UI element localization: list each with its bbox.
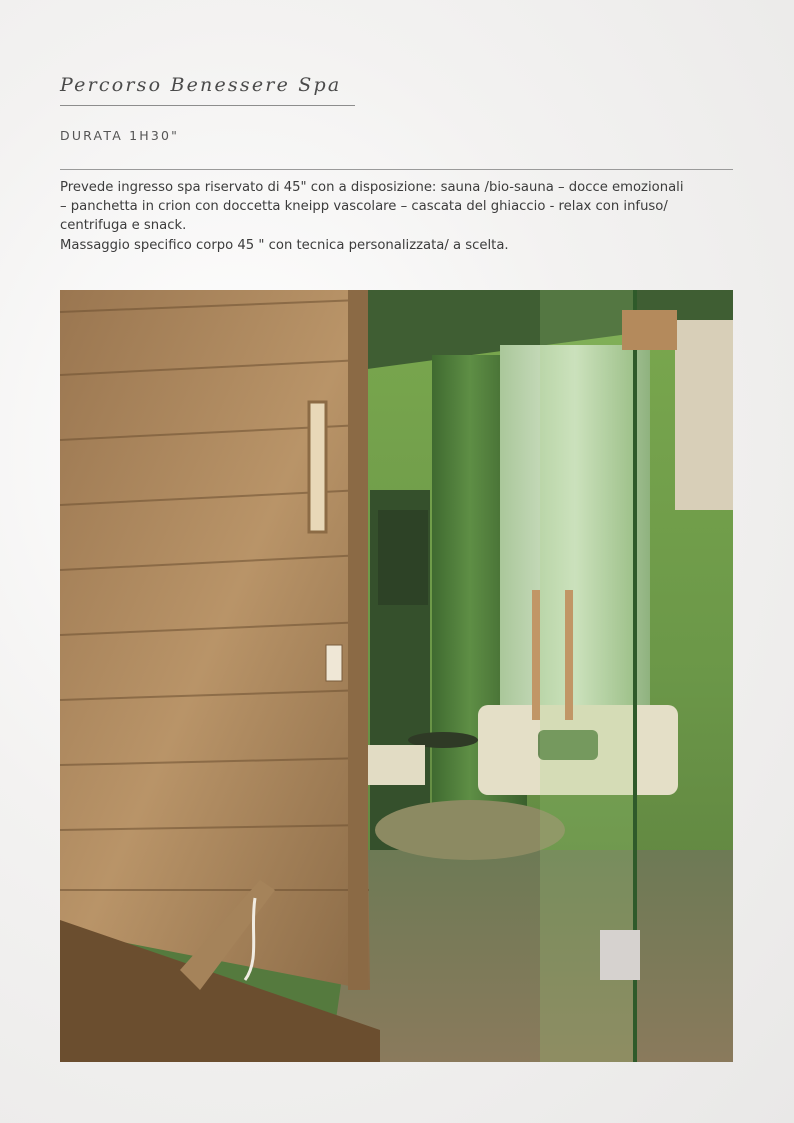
light-switch	[326, 645, 342, 681]
round-rug	[375, 800, 565, 860]
description-line: Massaggio specifico corpo 45 " con tecnica personalizzata/ a scelta.	[60, 237, 509, 253]
wall-light	[309, 402, 326, 532]
wall-sign	[378, 510, 428, 605]
description	[60, 178, 732, 255]
door-handle	[532, 590, 540, 720]
lounge-chair	[365, 745, 425, 785]
description-line: centrifuga e snack.	[60, 218, 187, 234]
title-underline	[60, 105, 355, 106]
door-hinge	[600, 930, 640, 980]
page-title: Percorso Benessere Spa	[60, 74, 342, 96]
section-divider	[60, 169, 733, 170]
description-line: – panchetta in crion con doccetta kneipp vascolare – cascata del ghiaccio - relax con infuso/	[60, 199, 668, 215]
door-hinge	[622, 310, 677, 350]
spa-photo	[60, 290, 733, 1062]
door-frame	[348, 290, 368, 990]
door-handle	[565, 590, 573, 720]
sauna-wall	[60, 290, 370, 990]
lamp-shade	[675, 320, 733, 510]
duration-label: DURATA 1H30"	[60, 128, 180, 143]
description-line: Prevede ingresso spa riservato di 45" con a disposizione: sauna /bio-sauna – docce emozionali	[60, 180, 684, 195]
floor	[330, 850, 733, 1062]
